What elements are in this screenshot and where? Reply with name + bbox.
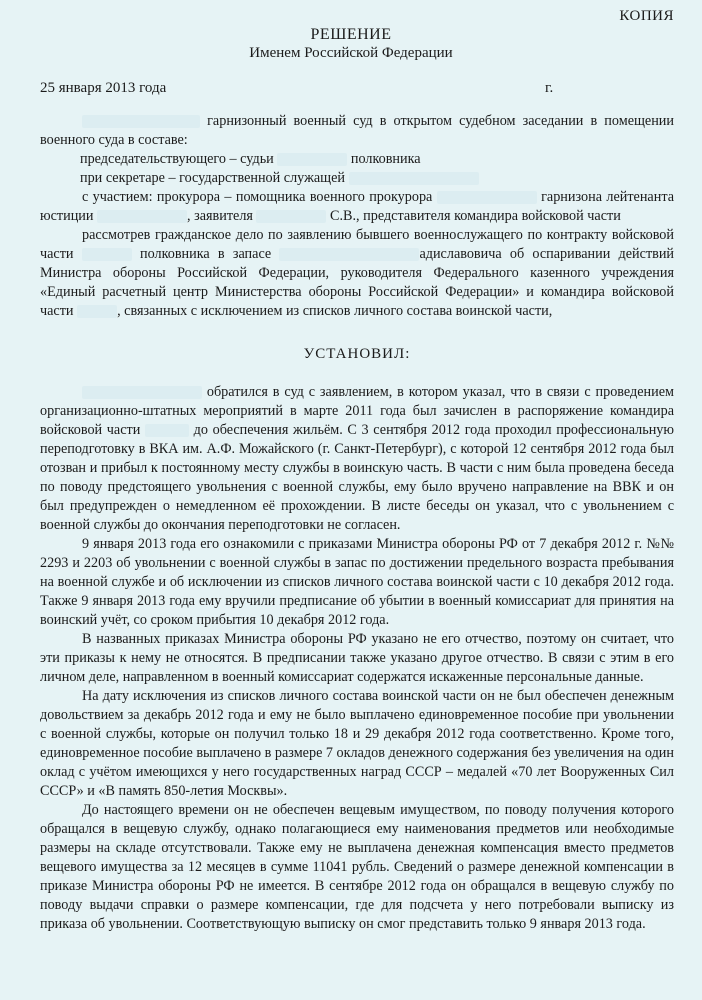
redacted-name xyxy=(279,248,419,261)
date-line xyxy=(40,80,674,97)
redacted-unit-number xyxy=(77,305,117,318)
participation-line: с участием: прокурора – помощника военного прокурора гарнизона лейтенанта юстиции , заявителя С.В., представителя командира войсковой части xyxy=(40,189,674,224)
section-heading: УСТАНОВИЛ: xyxy=(303,346,411,362)
redacted-name xyxy=(82,386,202,399)
presiding-judge-line: председательствующего – судьи полковника xyxy=(80,151,421,167)
city-label: г. xyxy=(545,80,554,96)
considered-case-paragraph: рассмотрев гражданское дело по заявлению бывшего военнослужащего по контракту войсковой части полковника в запасе адиславовича об оспаривании действий Министра обороны Российской Федерации, руководителя Федерального казенного учреждения «Единый расчетный центр Министерства обороны Российской Федерации» и командира войсковой части , связанных с исключением из списков личного состава воинской части, xyxy=(40,227,675,319)
redacted-name xyxy=(277,153,347,166)
redacted-name xyxy=(97,210,187,223)
paragraph-1: обратился в суд с заявлением, в котором указал, что в связи с проведением организационно-штатных мероприятий в марте 2011 года был зачислен в распоряжение командира войсковой части до обеспечения жильём. С 3 сентября 2012 года проходил профессиональную переподготовку в ВКА им. А.Ф. Можайского (г. Санкт-Петербург), с которой 12 сентября 2012 года был отозван и прибыл к постоянному месту службы в воинскую часть. В части с ним была проведена беседа по поводу предстоящего увольнения с военной службы, ему было вручено направление на ВВК и он был предупрежден о немедленном её прохождении. В листе беседы он указал, что с увольнением с военной службы до окончания переподготовки не согласен. xyxy=(40,384,674,533)
document-subtitle: Именем Российской Федерации xyxy=(249,45,453,61)
redacted-unit-number xyxy=(82,248,132,261)
redacted-name xyxy=(437,191,537,204)
redacted-court-name xyxy=(82,115,200,128)
secretary-line: при секретаре – государственной служащей xyxy=(40,169,674,188)
paragraph-4: На дату исключения из списков личного состава воинской части он не был обеспечен денежным довольствием за декабрь 2012 года и ему не было выплачено единовременное пособие при увольнении с военной службы, которые он получил только 18 и 29 декабря 2012 года соответственно. Кроме того, единовременное пособие выплачено в размере 7 окладов денежного содержания без увеличения на один оклад с учётом имеющихся у него государственных наград СССР – медалей «70 лет Вооруженных Сил СССР» и «В память 850-летия Москвы». xyxy=(40,688,674,799)
redacted-unit-number xyxy=(145,424,189,437)
document-body xyxy=(40,112,674,934)
copy-mark: КОПИЯ xyxy=(619,8,674,24)
paragraph-3: В названных приказах Министра обороны РФ указано не его отчество, поэтому он считает, что эти приказы к нему не относятся. В предписании также указано другое отчество. В связи с этим в его личном деле, направленном в военный комиссариат содержатся искаженные персональные данные. xyxy=(40,631,674,685)
court-composition: гарнизонный военный суд в открытом судебном заседании в помещении военного суда в составе: xyxy=(40,113,674,148)
paragraph-5: До настоящего времени он не обеспечен вещевым имуществом, по поводу получения которого обращался в вещевую службу, однако полагающиеся ему наименования предметов или необходимые размеры на складе отсутствовали. Также ему не выплачена денежная компенсация вместо предметов вещевого имущества за 12 месяцев в сумме 11041 рубль. Сведений о размере денежной компенсации в приказе Министра обороны РФ не имеется. В сентябре 2012 года он обращался в вещевую службу по поводу выдачи справки о размере компенсации, где для подсчета у него потребовали выписку из приказа об увольнении. Соответствующую выписку он смог представить только 9 января 2013 года. xyxy=(40,802,674,932)
document-title: РЕШЕНИЕ xyxy=(310,26,392,43)
redacted-name xyxy=(256,210,326,223)
decision-date: 25 января 2013 года xyxy=(40,80,167,96)
paragraph-2: 9 января 2013 года его ознакомили с приказами Министра обороны РФ от 7 декабря 2012 г. №№ 2293 и 2203 об увольнении с военной службы в запас по достижении предельного возраста пребывания на военной службе и об исключении из списков личного состава воинской части с 10 декабря 2012 года. Также 9 января 2013 года ему вручили предписание об убытии в военный комиссариат для принятия на воинский учёт, со сроком прибытия 10 декабря 2012 года. xyxy=(40,536,674,628)
redacted-name xyxy=(349,172,479,185)
